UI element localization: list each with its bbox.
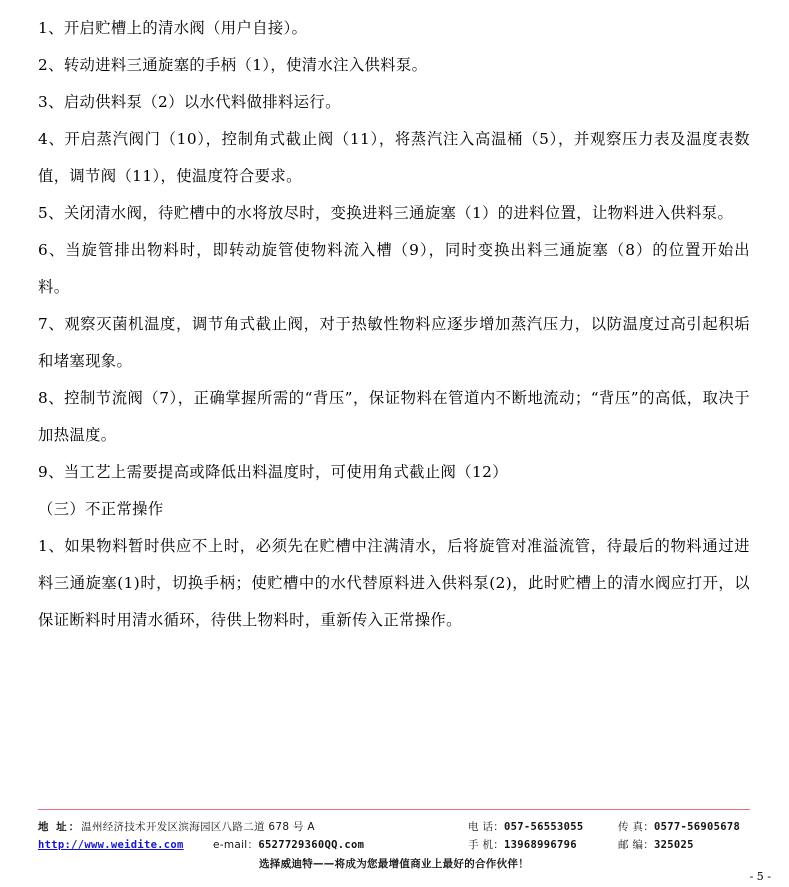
email-label: e-mail： <box>212 839 259 851</box>
page-footer <box>0 809 789 887</box>
paragraph-item: 1、如果物料暂时供应不上时，必须先在贮槽中注满清水，后将旋管对准溢流管，待最后的物料通过进料三通旋塞(1)时，切换手柄；使贮槽中的水代替原料进入供料泵(2)，此时贮槽上的清水阀应打开，以保证断料时用清水循环，待供上物料时，重新传入正常操作。 <box>38 537 750 629</box>
section-heading: （三）不正常操作 <box>38 500 164 518</box>
zip-label: 邮 编： <box>618 839 655 851</box>
paragraph-item: 7、观察灭菌机温度，调节角式截止阀，对于热敏性物料应逐步增加蒸汽压力，以防温度过高引起积垢和堵塞现象。 <box>38 315 750 370</box>
paragraph-item: 4、开启蒸汽阀门（10），控制角式截止阀（11），将蒸汽注入高温桶（5），并观察压力表及温度表数值，调节阀（11），使温度符合要求。 <box>38 130 750 185</box>
mobile-value: 13968996796 <box>504 839 577 851</box>
phone-value: 057-56553055 <box>504 821 584 833</box>
fax-label: 传 真： <box>618 821 655 833</box>
paragraph-item: 5、关闭清水阀，待贮槽中的水将放尽时，变换进料三通旋塞（1）的进料位置，让物料进入供料泵。 <box>38 204 734 222</box>
address-label: 地 址： <box>38 821 82 833</box>
paragraph-item: 1、开启贮槽上的清水阀（用户自接）。 <box>38 19 308 37</box>
zip-value: 325025 <box>654 839 694 851</box>
mobile-label: 手 机： <box>468 839 505 851</box>
address-value: 温州经济技术开发区滨海园区八路二道 678 号 A <box>81 821 315 833</box>
paragraph-item: 3、启动供料泵（2）以水代料做排料运行。 <box>38 93 341 111</box>
document-body <box>38 10 750 639</box>
paragraph-item: 9、当工艺上需要提高或降低出料温度时，可使用角式截止阀（12） <box>38 463 508 481</box>
page-number: - 5 - <box>749 870 771 883</box>
footer-divider <box>38 809 750 810</box>
paragraph-item: 8、控制节流阀（7），正确掌握所需的“背压”，保证物料在管道内不断地流动；“背压”的高低，取决于加热温度。 <box>38 389 750 444</box>
footer-slogan: 选择威迪特——将成为您最增值商业上最好的合作伙伴！ <box>259 858 529 870</box>
fax-value: 0577-56905678 <box>654 821 741 833</box>
website-link[interactable]: http://www.weidite.com <box>38 839 184 851</box>
paragraph-item: 6、当旋管排出物料时，即转动旋管使物料流入槽（9），同时变换出料三通旋塞（8）的位置开始出料。 <box>38 241 750 296</box>
phone-label: 电 话： <box>468 821 505 833</box>
paragraph-item: 2、转动进料三通旋塞的手柄（1），使清水注入供料泵。 <box>38 56 428 74</box>
footer-contact-line-2 <box>38 837 750 852</box>
footer-contact-line-1 <box>38 819 750 834</box>
email-value: 6527729360QQ.com <box>258 839 365 851</box>
